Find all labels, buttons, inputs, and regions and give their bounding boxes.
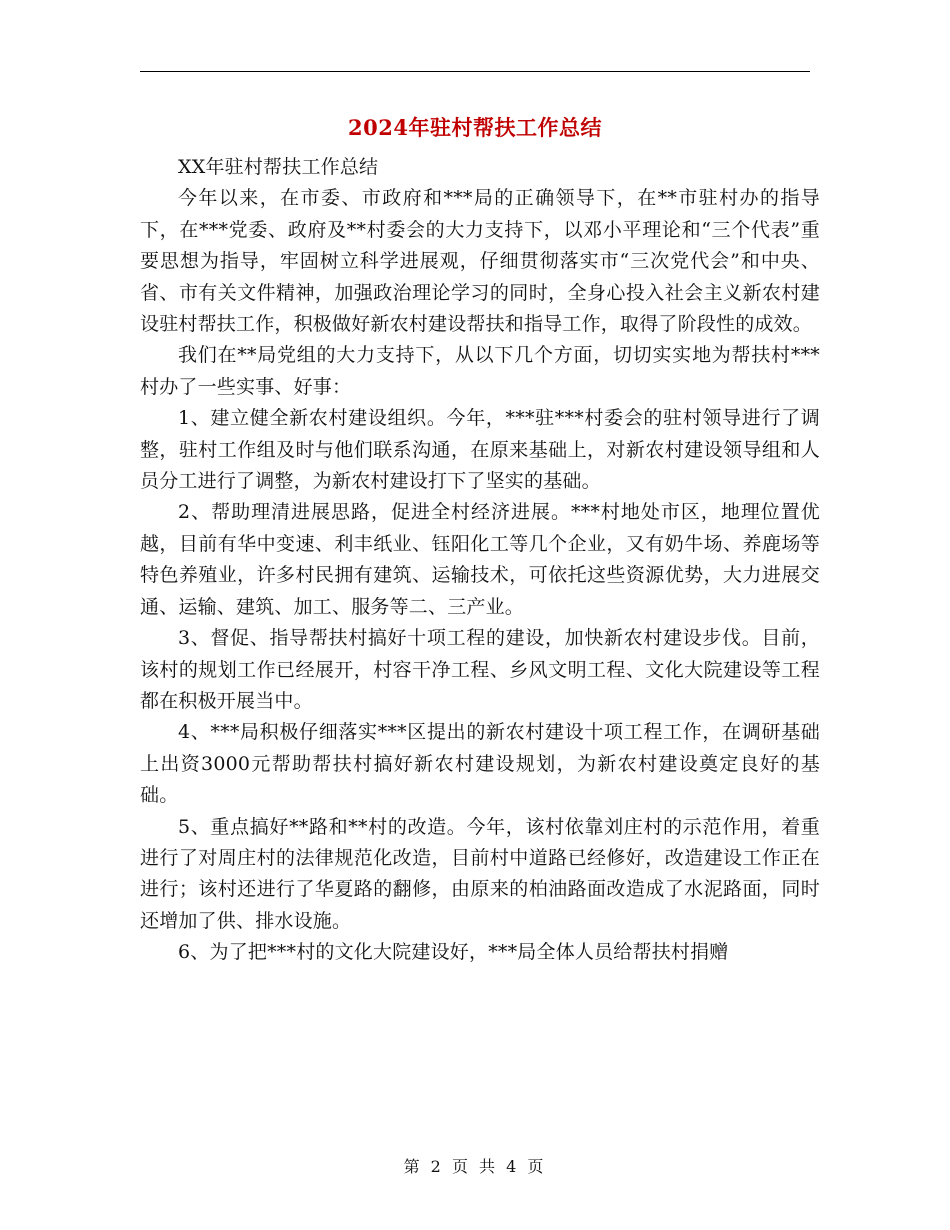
document-body	[140, 152, 820, 969]
paragraph-item-3: 3、督促、指导帮扶村搞好十项工程的建设，加快新农村建设步伐。目前，该村的规划工作已经展开，村容干净工程、乡风文明工程、文化大院建设等工程都在积极开展当中。	[140, 627, 820, 712]
paragraph-item-2: 2、帮助理清进展思路，促进全村经济进展。***村地处市区，地理位置优越，目前有华中变速、利丰纸业、钰阳化工等几个企业，又有奶牛场、养鹿场等特色养殖业，许多村民拥有建筑、运输技术，可依托这些资源优势，大力进展交通、运输、建筑、加工、服务等二、三产业。	[140, 501, 820, 618]
paragraph-item-6: 6、为了把***村的文化大院建设好，***局全体人员给帮扶村捐赠	[178, 941, 729, 964]
page-number-footer: 第 2 页 共 4 页	[403, 1157, 547, 1176]
paragraph-item-1: 1、建立健全新农村建设组织。今年，***驻***村委会的驻村领导进行了调整，驻村工作组及时与他们联系沟通，在原来基础上，对新农村建设领导组和人员分工进行了调整，为新农村建设打下了坚实的基础。	[140, 407, 820, 493]
paragraph-item-5: 5、重点搞好**路和**村的改造。今年，该村依靠刘庄村的示范作用，着重进行了对周庄村的法律规范化改造，目前村中道路已经修好，改造建设工作正在进行；该村还进行了华夏路的翻修，由原来的柏油路面改造成了水泥路面，同时还增加了供、排水设施。	[140, 815, 820, 932]
paragraph-support: 我们在**局党组的大力支持下，从以下几个方面，切切实实地为帮扶村***村办了一些实事、好事：	[140, 344, 820, 398]
header-rule	[140, 71, 810, 72]
paragraph-intro: 今年以来，在市委、市政府和***局的正确领导下，在**市驻村办的指导下，在***党委、政府及**村委会的大力支持下，以邓小平理论和“三个代表”重要思想为指导，牢固树立科学进展观，仔细贯彻落实市“三次党代会”和中央、省、市有关文件精神，加强政治理论学习的同时，全身心投入社会主义新农村建设驻村帮扶工作，积极做好新农村建设帮扶和指导工作，取得了阶段性的成效。	[140, 187, 820, 336]
document-title: 2024年驻村帮扶工作总结	[348, 115, 602, 140]
subtitle-line: XX年驻村帮扶工作总结	[178, 156, 379, 178]
paragraph-item-4: 4、***局积极仔细落实***区提出的新农村建设十项工程工作，在调研基础上出资3000元帮助帮扶村搞好新农村建设规划，为新农村建设奠定良好的基础。	[140, 721, 820, 807]
